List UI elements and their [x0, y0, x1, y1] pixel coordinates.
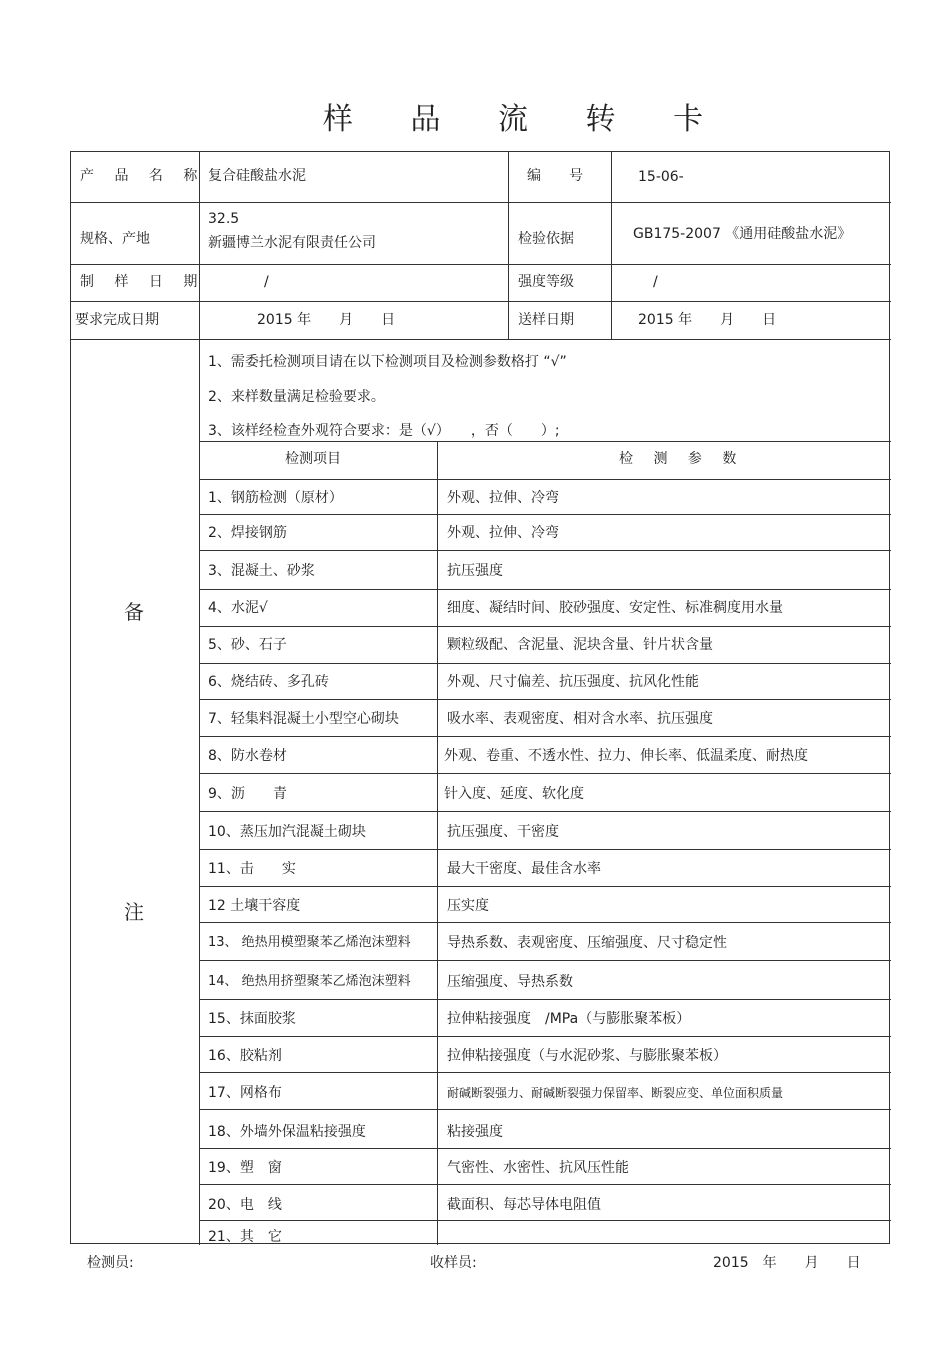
row-param: 拉伸粘接强度（与水泥砂浆、与膨胀聚苯板）: [447, 1048, 727, 1064]
row-item: 13、 绝热用模塑聚苯乙烯泡沫塑料: [208, 935, 411, 950]
note-2: 2、来样数量满足检验要求。: [208, 389, 385, 405]
row-param: 压实度: [447, 898, 489, 914]
row-param: 细度、凝结时间、胶砂强度、安定性、标准稠度用水量: [447, 600, 783, 616]
number-value: 15-06-: [638, 169, 684, 185]
row-item: 19、塑 窗: [208, 1160, 282, 1176]
row-param: 吸水率、表观密度、相对含水率、抗压强度: [447, 711, 713, 727]
row-item: 12 土壤干容度: [208, 898, 301, 914]
strength-label: 强度等级: [518, 274, 574, 290]
sample-date-label: 制 样 日 期: [80, 274, 206, 290]
due-date-value: 2015 年 月 日: [257, 312, 396, 328]
note-1: 1、需委托检测项目请在以下检测项目及检测参数格打 “√”: [208, 354, 567, 370]
row-item: 15、抹面胶浆: [208, 1011, 296, 1027]
spec-value-origin: 新疆博兰水泥有限责任公司: [208, 235, 376, 251]
row-param: 导热系数、表观密度、压缩强度、尺寸稳定性: [447, 935, 727, 951]
remarks-label-bottom: 注: [124, 900, 144, 924]
row-param: 外观、拉伸、冷弯: [447, 525, 559, 541]
receiver-label: 收样员:: [430, 1255, 477, 1271]
row-param: 耐碱断裂强力、耐碱断裂强力保留率、断裂应变、单位面积质量: [447, 1086, 784, 1100]
row-param: 压缩强度、导热系数: [447, 974, 573, 990]
inspector-label: 检测员:: [87, 1255, 134, 1271]
row-param: 抗压强度: [447, 563, 503, 579]
row-item: 4、水泥√: [208, 600, 268, 616]
strength-value: /: [653, 274, 658, 290]
number-label: 编 号: [527, 168, 583, 184]
row-item: 17、网格布: [208, 1085, 282, 1101]
row-item: 6、烧结砖、多孔砖: [208, 674, 329, 690]
row-item: 20、电 线: [208, 1197, 282, 1213]
row-param: 针入度、延度、软化度: [444, 786, 584, 802]
basis-label: 检验依据: [518, 231, 574, 247]
footer-date: 2015 年 月 日: [713, 1255, 861, 1271]
row-param: 截面积、每芯导体电阻值: [447, 1197, 601, 1213]
row-item: 8、防水卷材: [208, 748, 287, 764]
row-param: 最大干密度、最佳含水率: [447, 861, 601, 877]
sample-date-value: /: [264, 274, 269, 290]
row-item: 14、 绝热用挤塑聚苯乙烯泡沫塑料: [208, 974, 411, 989]
basis-value: GB175-2007 《通用硅酸盐水泥》: [633, 226, 852, 242]
row-item: 18、外墙外保温粘接强度: [208, 1124, 366, 1140]
row-item: 1、钢筋检测（原材）: [208, 490, 343, 506]
col-header-param: 检 测 参 数: [619, 451, 745, 467]
send-date-value: 2015 年 月 日: [638, 312, 777, 328]
row-item: 16、胶粘剂: [208, 1048, 282, 1064]
row-param: 抗压强度、干密度: [447, 824, 559, 840]
row-param: 拉伸粘接强度 /MPa（与膨胀聚苯板）: [447, 1011, 691, 1027]
row-item: 2、焊接钢筋: [208, 525, 287, 541]
row-param: 颗粒级配、含泥量、泥块含量、针片状含量: [447, 637, 713, 653]
due-date-label: 要求完成日期: [75, 312, 159, 328]
row-item: 7、轻集料混凝土小型空心砌块: [208, 711, 399, 727]
product-name-label: 产 品 名 称: [80, 168, 206, 184]
row-item: 10、蒸压加汽混凝土砌块: [208, 824, 366, 840]
row-item: 11、击 实: [208, 861, 296, 877]
spec-label: 规格、产地: [80, 231, 150, 247]
send-date-label: 送样日期: [518, 312, 574, 328]
sample-card-table: [70, 151, 890, 1244]
remarks-label-top: 备: [124, 600, 144, 624]
row-param: 外观、拉伸、冷弯: [447, 490, 559, 506]
note-3: 3、该样经检查外观符合要求：是（√） ，否（ ）;: [208, 423, 560, 439]
spec-value-grade: 32.5: [208, 211, 240, 227]
row-item: 3、混凝土、砂浆: [208, 563, 315, 579]
row-item: 21、其 它: [208, 1229, 282, 1245]
row-param: 气密性、水密性、抗风压性能: [447, 1160, 629, 1176]
page-title: 样 品 流 转 卡: [322, 102, 728, 137]
row-param: 外观、尺寸偏差、抗压强度、抗风化性能: [447, 674, 699, 690]
row-item: 9、沥 青: [208, 786, 287, 802]
row-item: 5、砂、石子: [208, 637, 287, 653]
row-param: 外观、卷重、不透水性、拉力、伸长率、低温柔度、耐热度: [444, 748, 808, 764]
row-param: 粘接强度: [447, 1124, 503, 1140]
col-header-item: 检测项目: [285, 451, 341, 467]
product-name-value: 复合硅酸盐水泥: [208, 168, 306, 184]
